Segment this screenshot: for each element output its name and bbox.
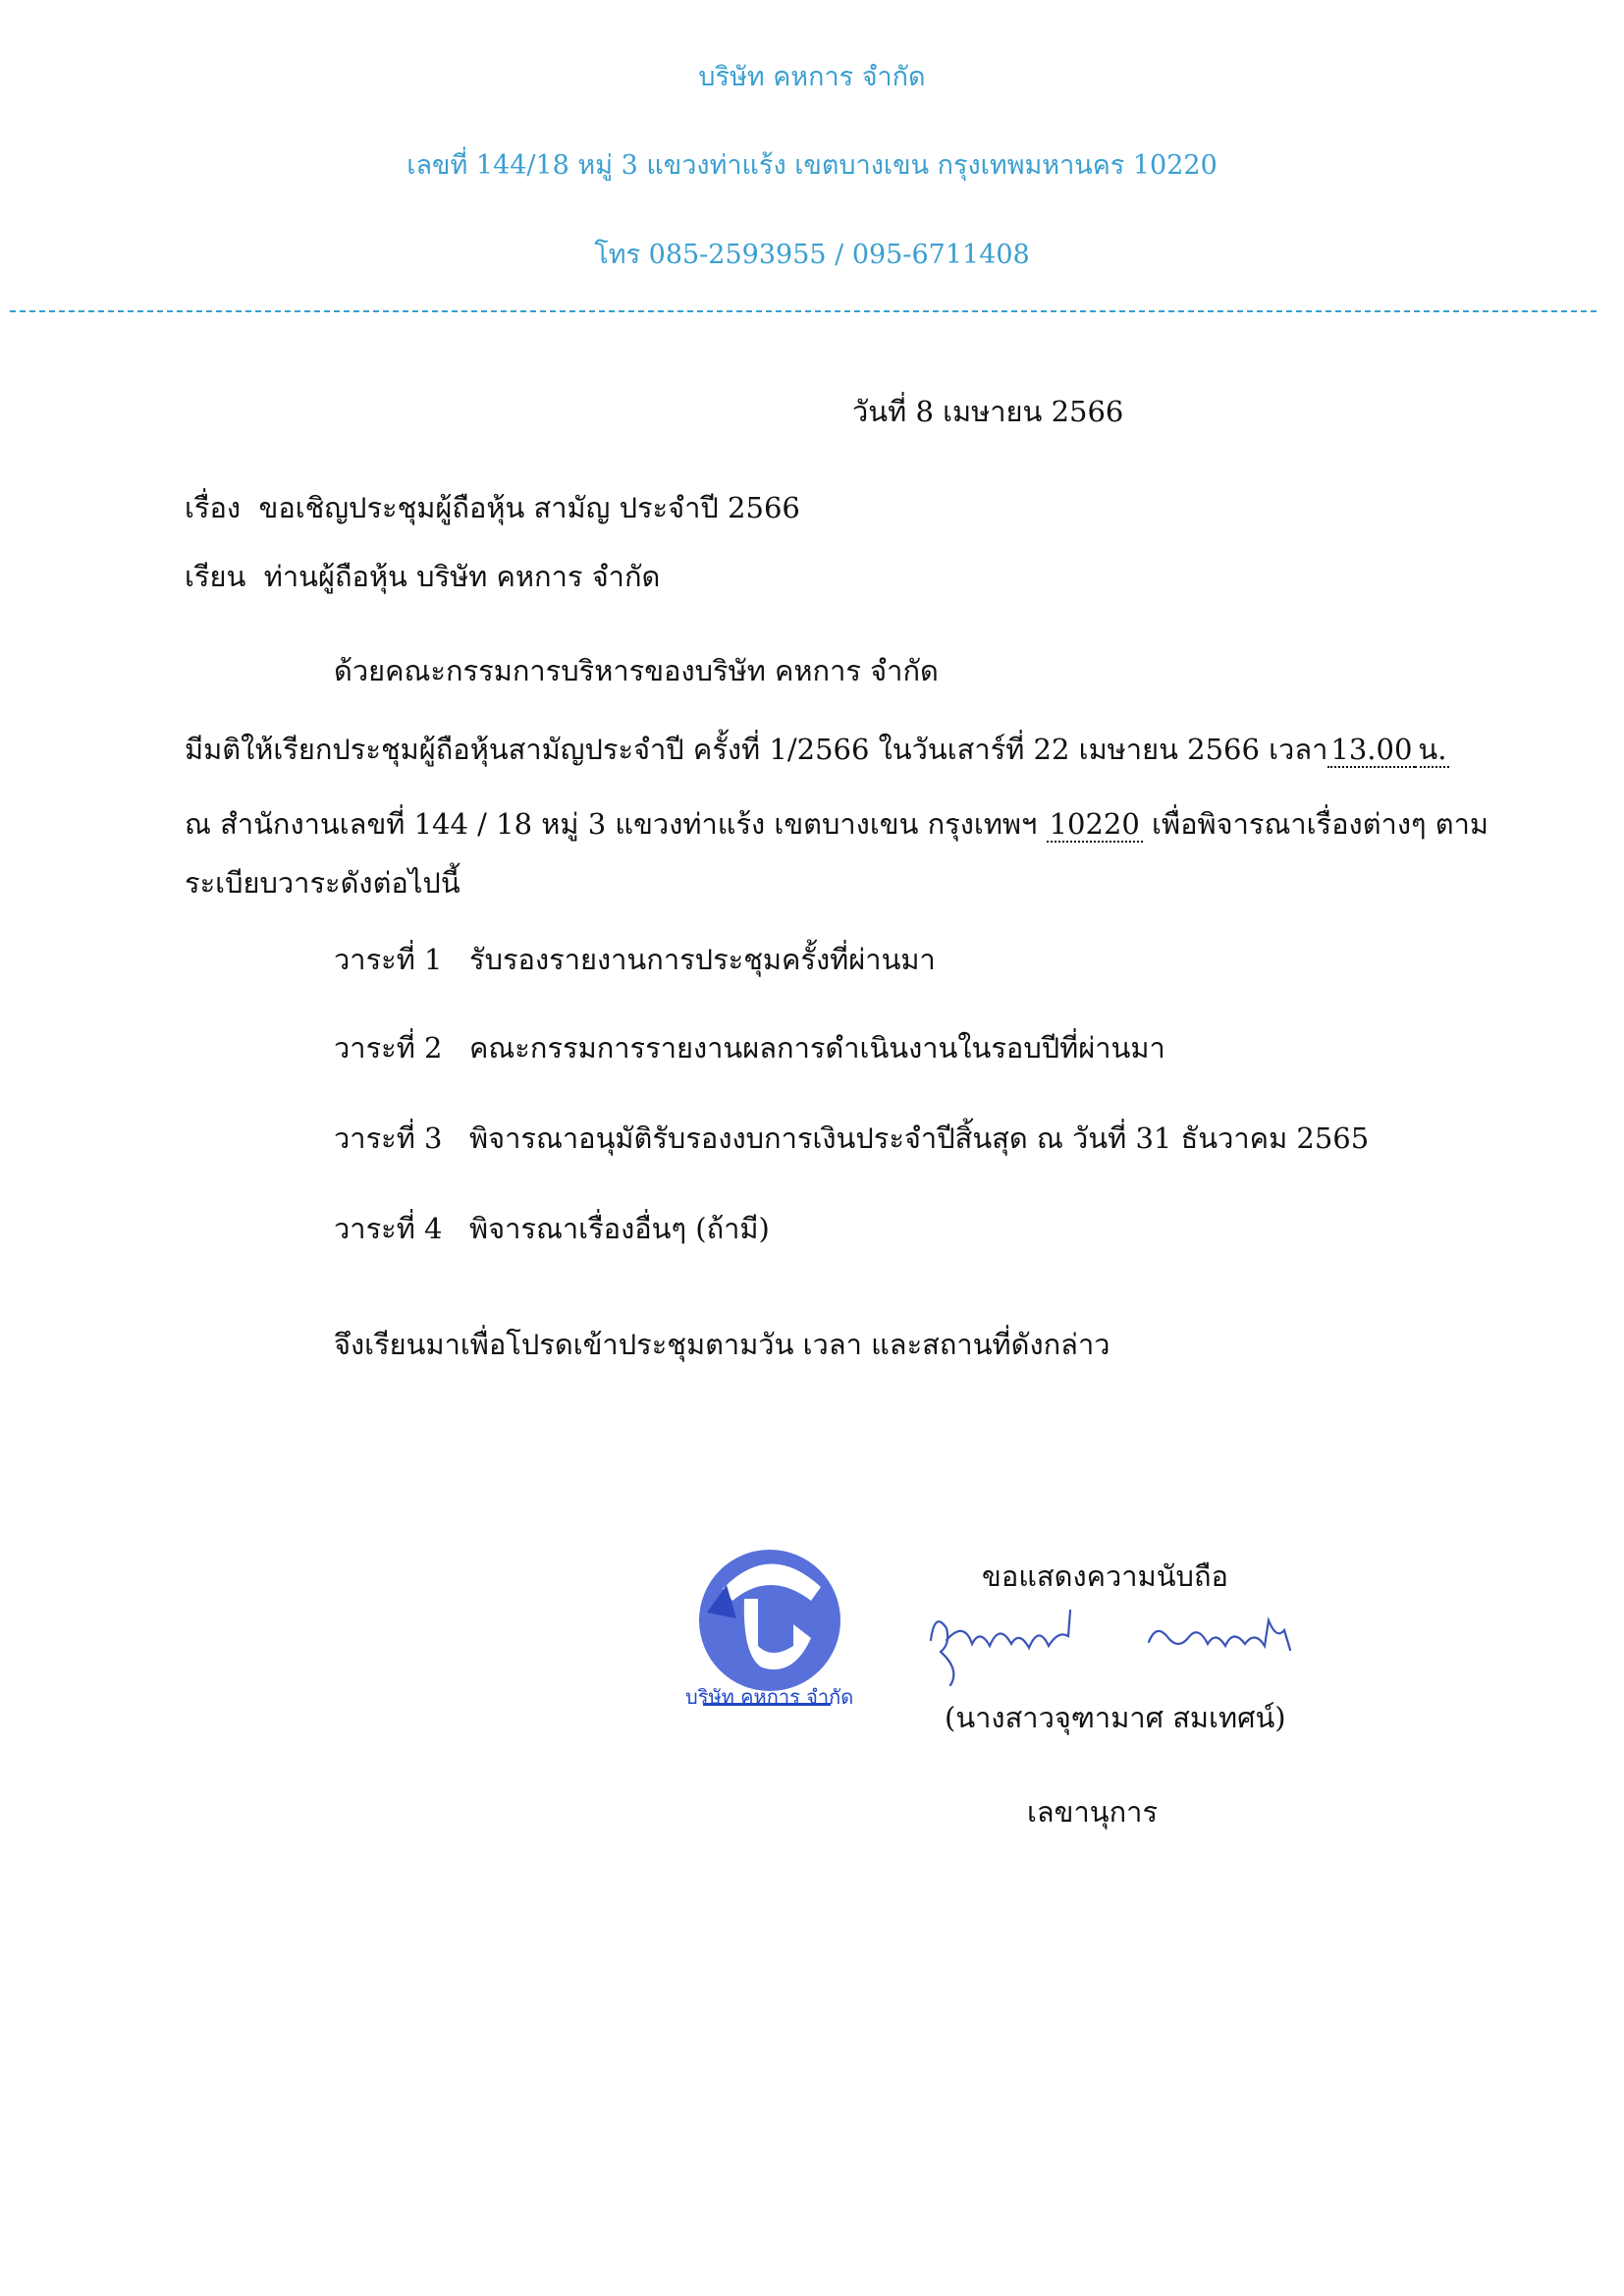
body-line-3-suffix: เพื่อพิจารณาเรื่องต่างๆ ตาม (1142, 807, 1489, 841)
meeting-time-unit: น. (1415, 733, 1449, 768)
agenda-text: พิจารณาอนุมัติรับรองงบการเงินประจำปีสิ้นสุด ณ วันที่ 31 ธันวาคม 2565 (469, 1121, 1370, 1155)
body-line-3 (185, 801, 1489, 847)
agenda-item (334, 937, 936, 982)
agenda-number: วาระที่ 2 (334, 1031, 443, 1065)
company-address: เลขที่ 144/18 หมู่ 3 แขวงท่าแร้ง เขตบางเขน กรุงเทพมหานคร 10220 (406, 150, 1218, 181)
handwritten-signature (921, 1601, 1304, 1689)
subject-line (185, 485, 800, 530)
meeting-time: 13.00 (1327, 733, 1415, 768)
agenda-number: วาระที่ 3 (334, 1121, 443, 1155)
recipient-line (185, 554, 660, 599)
agenda-text: พิจารณาเรื่องอื่นๆ (ถ้ามี) (469, 1212, 770, 1245)
agenda-number: วาระที่ 4 (334, 1212, 443, 1245)
agenda-text: คณะกรรมการรายงานผลการดำเนินงานในรอบปีที่ผ่านมา (469, 1031, 1165, 1065)
subject-label: เรื่อง (185, 491, 242, 524)
body-line-2-text: มีมติให้เรียกประชุมผู้ถือหุ้นสามัญประจำปี ครั้งที่ 1/2566 ในวันเสาร์ที่ 22 เมษายน 2566 เวลา (185, 733, 1328, 766)
agenda-number: วาระที่ 1 (334, 943, 443, 976)
letter-date: วันที่ 8 เมษายน 2566 (852, 395, 1124, 428)
closing-sentence: จึงเรียนมาเพื่อโปรดเข้าประชุมตามวัน เวลา และสถานที่ดังกล่าว (334, 1328, 1110, 1361)
letterhead-divider (10, 310, 1597, 312)
stamp-label: บริษัท คหการ จำกัด (685, 1685, 854, 1709)
company-phone: โทร 085-2593955 / 095-6711408 (594, 240, 1030, 270)
body-line-3-text: ณ สำนักงานเลขที่ 144 / 18 หมู่ 3 แขวงท่าแร้ง เขตบางเขน กรุงเทพฯ (185, 807, 1047, 841)
body-line-4: ระเบียบวาระดังต่อไปนี้ (185, 866, 460, 900)
signer-position: เลขานุการ (1027, 1795, 1159, 1829)
recipient-label: เรียน (185, 560, 246, 593)
recipient-text: ท่านผู้ถือหุ้น บริษัท คหการ จำกัด (263, 560, 661, 593)
agenda-text: รับรองรายงานการประชุมครั้งที่ผ่านมา (469, 943, 936, 976)
agenda-item (334, 1116, 1369, 1161)
postal-code: 10220 (1047, 807, 1143, 843)
agenda-item (334, 1206, 770, 1251)
subject-text: ขอเชิญประชุมผู้ถือหุ้น สามัญ ประจำปี 2566 (258, 491, 800, 524)
signer-name: (นางสาวจุฑามาศ สมเทศน์) (945, 1701, 1286, 1734)
body-line-2 (185, 727, 1449, 772)
agenda-item (334, 1025, 1165, 1070)
regards: ขอแสดงความนับถือ (982, 1559, 1228, 1593)
company-name: บริษัท คหการ จำกัด (698, 62, 926, 92)
body-line-1: ด้วยคณะกรรมการบริหารของบริษัท คหการ จำกัด (334, 654, 939, 687)
